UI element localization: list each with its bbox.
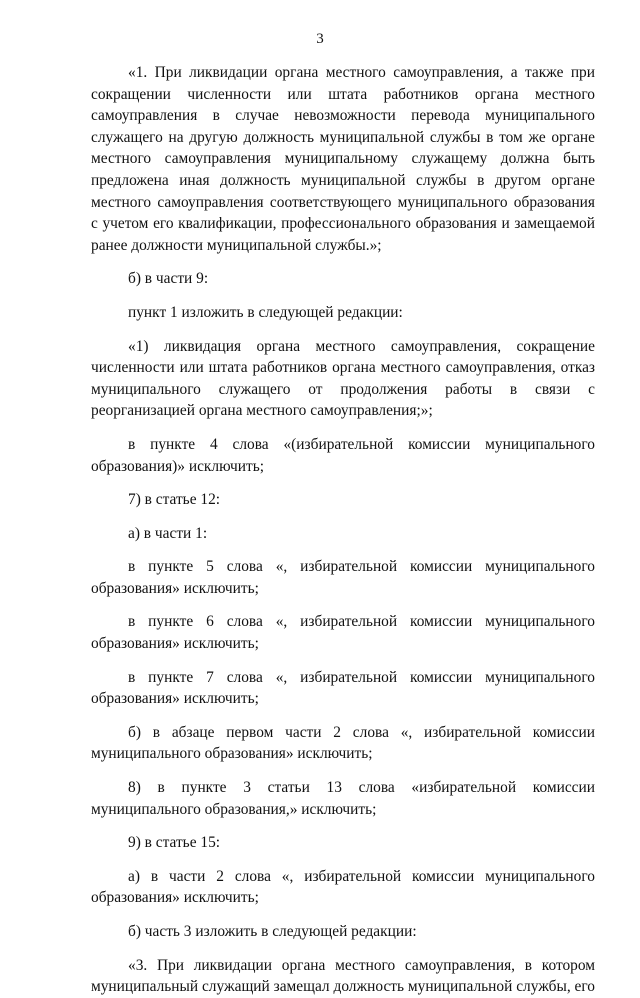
paragraph-part-9: б) в части 9: — [128, 270, 209, 288]
paragraph-liquidation-clause-3: «3. При ликвидации органа местного самоуправления, в котором муниципальный служащий замещал должность муниципальной службы, его — [91, 956, 595, 996]
page-number: 3 — [316, 31, 324, 47]
paragraph-article-15-part-2: а) в части 2 слова «, избирательной комиссии муниципального образования» исключить; — [91, 867, 595, 907]
document-body — [91, 62, 595, 998]
paragraph-article-15-part-3: б) часть 3 изложить в следующей редакции: — [128, 923, 417, 940]
paragraph-item-1-text: «1) ликвидация органа местного самоуправления, сокращение численности или штата работников органа местного самоуправления, отказ муниципального служащего от продолжения работы в связи с реорганизацией органа местного самоуправления;»; — [91, 337, 595, 420]
paragraph-article-13: 8) в пункте 3 статьи 13 слова «избирательной комиссии муниципального образования,» исключить; — [91, 779, 595, 818]
paragraph-liquidation-clause-1: «1. При ликвидации органа местного самоуправления, а также при сокращении численности или штата работников органа местного самоуправления в случае невозможности перевода муниципального служащего на другую должность муниципальной службы в том же органе местного самоуправления муниципальному служащему должна быть предложена иная должность муниципальной службы в другом органе местного самоуправления соответствующего муниципального образования с учетом его квалификации, профессионального образования и замещаемой ранее должности муниципальной службы.»; — [91, 64, 595, 254]
paragraph-item-4-exclusion: в пункте 4 слова «(избирательной комиссии муниципального образования)» исключить; — [91, 435, 595, 475]
paragraph-item-1-redaction: пункт 1 изложить в следующей редакции: — [128, 303, 403, 321]
paragraph-item-6-exclusion: в пункте 6 слова «, избирательной комиссии муниципального образования» исключить; — [91, 613, 595, 653]
paragraph-item-7-exclusion: в пункте 7 слова «, избирательной комиссии муниципального образования» исключить; — [91, 668, 595, 708]
paragraph-article-15: 9) в статье 15: — [128, 834, 221, 852]
paragraph-part-1: а) в части 1: — [128, 524, 208, 542]
paragraph-item-5-exclusion: в пункте 5 слова «, избирательной комиссии муниципального образования» исключить; — [91, 558, 595, 597]
paragraph-part-2-exclusion: б) в абзаце первом части 2 слова «, избирательной комиссии муниципального образования» исключить; — [91, 723, 595, 763]
paragraph-article-12: 7) в статье 12: — [128, 491, 221, 509]
